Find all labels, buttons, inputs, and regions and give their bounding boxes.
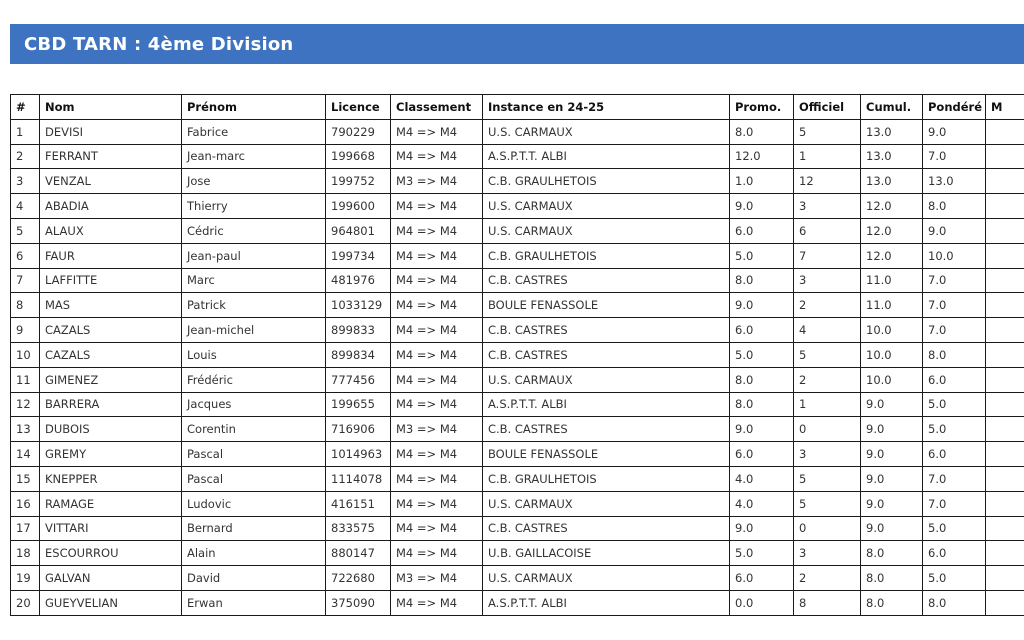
col-instance-cell: A.S.P.T.T. ALBI xyxy=(483,144,730,169)
col-instance-cell: U.B. GAILLACOISE xyxy=(483,541,730,566)
col-prenom-cell: Bernard xyxy=(182,516,326,541)
col-instance-cell: A.S.P.T.T. ALBI xyxy=(483,590,730,615)
col-m-cell xyxy=(986,541,1024,566)
col-prenom-cell: Jose xyxy=(182,169,326,194)
table-row xyxy=(11,119,1024,144)
col-pondere-cell: 6.0 xyxy=(923,367,986,392)
col-pondere-cell: 6.0 xyxy=(923,541,986,566)
col-m-cell xyxy=(986,169,1024,194)
col-prenom-cell: Patrick xyxy=(182,293,326,318)
col-classement-cell: M4 => M4 xyxy=(391,119,483,144)
col-prenom-cell: Frédéric xyxy=(182,367,326,392)
col-prenom-cell: Jean-paul xyxy=(182,243,326,268)
col-licence-cell: 199655 xyxy=(326,392,391,417)
col-officiel-cell: 1 xyxy=(794,392,861,417)
col-pondere-cell: 5.0 xyxy=(923,566,986,591)
col-cumul-cell: 11.0 xyxy=(861,293,923,318)
col-cumul-cell: 10.0 xyxy=(861,318,923,343)
col-cumul-cell: 9.0 xyxy=(861,466,923,491)
col-instance-cell: BOULE FENASSOLE xyxy=(483,442,730,467)
col-rank-cell: 5 xyxy=(11,218,40,243)
col-instance-cell: BOULE FENASSOLE xyxy=(483,293,730,318)
col-licence-cell: 899834 xyxy=(326,342,391,367)
col-pondere-cell: 7.0 xyxy=(923,466,986,491)
col-prenom-cell: Alain xyxy=(182,541,326,566)
col-pondere-cell: 8.0 xyxy=(923,342,986,367)
col-classement-cell: M4 => M4 xyxy=(391,342,483,367)
col-classement-cell: M3 => M4 xyxy=(391,169,483,194)
col-m-cell xyxy=(986,491,1024,516)
col-prenom-cell: Pascal xyxy=(182,466,326,491)
table-row xyxy=(11,218,1024,243)
col-instance-cell: A.S.P.T.T. ALBI xyxy=(483,392,730,417)
col-instance-cell: C.B. GRAULHETOIS xyxy=(483,169,730,194)
col-promo-cell: 12.0 xyxy=(730,144,794,169)
col-instance-cell: C.B. GRAULHETOIS xyxy=(483,466,730,491)
col-cumul-cell: 12.0 xyxy=(861,218,923,243)
col-nom-header: Nom xyxy=(40,95,182,120)
col-rank-cell: 20 xyxy=(11,590,40,615)
col-officiel-cell: 5 xyxy=(794,342,861,367)
table-body xyxy=(11,119,1024,615)
col-m-cell xyxy=(986,417,1024,442)
table-row xyxy=(11,293,1024,318)
col-prenom-cell: Pascal xyxy=(182,442,326,467)
col-instance-cell: U.S. CARMAUX xyxy=(483,119,730,144)
col-promo-cell: 6.0 xyxy=(730,218,794,243)
col-pondere-cell: 7.0 xyxy=(923,318,986,343)
col-licence-cell: 1114078 xyxy=(326,466,391,491)
col-cumul-cell: 10.0 xyxy=(861,342,923,367)
col-officiel-cell: 3 xyxy=(794,442,861,467)
col-pondere-cell: 7.0 xyxy=(923,144,986,169)
col-pondere-cell: 9.0 xyxy=(923,218,986,243)
col-nom-cell: ABADIA xyxy=(40,194,182,219)
col-promo-cell: 8.0 xyxy=(730,392,794,417)
col-promo-cell: 5.0 xyxy=(730,342,794,367)
col-prenom-cell: Jean-marc xyxy=(182,144,326,169)
col-cumul-cell: 11.0 xyxy=(861,268,923,293)
col-classement-cell: M4 => M4 xyxy=(391,243,483,268)
col-rank-cell: 7 xyxy=(11,268,40,293)
col-officiel-cell: 3 xyxy=(794,268,861,293)
col-promo-cell: 8.0 xyxy=(730,268,794,293)
col-classement-cell: M4 => M4 xyxy=(391,218,483,243)
col-rank-cell: 11 xyxy=(11,367,40,392)
col-officiel-cell: 4 xyxy=(794,318,861,343)
col-prenom-cell: Erwan xyxy=(182,590,326,615)
col-classement-cell: M4 => M4 xyxy=(391,318,483,343)
col-classement-cell: M4 => M4 xyxy=(391,194,483,219)
table-row xyxy=(11,417,1024,442)
col-rank-cell: 10 xyxy=(11,342,40,367)
col-classement-cell: M4 => M4 xyxy=(391,590,483,615)
col-prenom-cell: Marc xyxy=(182,268,326,293)
col-pondere-cell: 7.0 xyxy=(923,293,986,318)
col-officiel-cell: 2 xyxy=(794,367,861,392)
col-promo-cell: 5.0 xyxy=(730,541,794,566)
table-row xyxy=(11,318,1024,343)
col-rank-cell: 16 xyxy=(11,491,40,516)
col-instance-cell: C.B. CASTRES xyxy=(483,516,730,541)
col-classement-cell: M4 => M4 xyxy=(391,293,483,318)
col-promo-cell: 6.0 xyxy=(730,318,794,343)
col-promo-cell: 6.0 xyxy=(730,566,794,591)
col-classement-cell: M3 => M4 xyxy=(391,566,483,591)
table-row xyxy=(11,491,1024,516)
col-nom-cell: VITTARI xyxy=(40,516,182,541)
col-promo-cell: 0.0 xyxy=(730,590,794,615)
col-prenom-cell: Ludovic xyxy=(182,491,326,516)
col-officiel-cell: 5 xyxy=(794,491,861,516)
col-nom-cell: DEVISI xyxy=(40,119,182,144)
col-rank-cell: 1 xyxy=(11,119,40,144)
col-pondere-header: Pondéré xyxy=(923,95,986,120)
col-licence-cell: 199668 xyxy=(326,144,391,169)
col-pondere-cell: 5.0 xyxy=(923,392,986,417)
col-licence-header: Licence xyxy=(326,95,391,120)
col-rank-cell: 18 xyxy=(11,541,40,566)
col-pondere-cell: 9.0 xyxy=(923,119,986,144)
col-instance-cell: U.S. CARMAUX xyxy=(483,218,730,243)
col-m-cell xyxy=(986,119,1024,144)
col-m-cell xyxy=(986,442,1024,467)
col-m-cell xyxy=(986,342,1024,367)
col-cumul-cell: 9.0 xyxy=(861,442,923,467)
col-prenom-cell: Thierry xyxy=(182,194,326,219)
col-rank-cell: 2 xyxy=(11,144,40,169)
col-licence-cell: 777456 xyxy=(326,367,391,392)
col-nom-cell: KNEPPER xyxy=(40,466,182,491)
col-cumul-cell: 8.0 xyxy=(861,566,923,591)
table-row xyxy=(11,144,1024,169)
col-pondere-cell: 7.0 xyxy=(923,268,986,293)
col-nom-cell: LAFFITTE xyxy=(40,268,182,293)
ranking-table xyxy=(10,94,1024,616)
col-rank-cell: 17 xyxy=(11,516,40,541)
col-nom-cell: GALVAN xyxy=(40,566,182,591)
table-row xyxy=(11,566,1024,591)
col-nom-cell: GREMY xyxy=(40,442,182,467)
col-officiel-cell: 2 xyxy=(794,566,861,591)
col-promo-cell: 9.0 xyxy=(730,417,794,442)
col-licence-cell: 833575 xyxy=(326,516,391,541)
col-licence-cell: 899833 xyxy=(326,318,391,343)
col-m-cell xyxy=(986,243,1024,268)
col-pondere-cell: 8.0 xyxy=(923,194,986,219)
col-instance-cell: U.S. CARMAUX xyxy=(483,367,730,392)
col-licence-cell: 1033129 xyxy=(326,293,391,318)
col-officiel-cell: 12 xyxy=(794,169,861,194)
col-officiel-cell: 0 xyxy=(794,516,861,541)
col-rank-cell: 3 xyxy=(11,169,40,194)
col-officiel-cell: 0 xyxy=(794,417,861,442)
col-pondere-cell: 13.0 xyxy=(923,169,986,194)
col-m-cell xyxy=(986,268,1024,293)
col-instance-cell: C.B. CASTRES xyxy=(483,268,730,293)
col-promo-header: Promo. xyxy=(730,95,794,120)
col-promo-cell: 9.0 xyxy=(730,293,794,318)
col-m-cell xyxy=(986,392,1024,417)
col-cumul-cell: 9.0 xyxy=(861,516,923,541)
col-prenom-cell: Fabrice xyxy=(182,119,326,144)
table-row xyxy=(11,169,1024,194)
col-rank-header: # xyxy=(11,95,40,120)
col-promo-cell: 8.0 xyxy=(730,119,794,144)
col-cumul-cell: 13.0 xyxy=(861,169,923,194)
col-instance-cell: U.S. CARMAUX xyxy=(483,194,730,219)
col-licence-cell: 722680 xyxy=(326,566,391,591)
col-promo-cell: 9.0 xyxy=(730,194,794,219)
col-m-cell xyxy=(986,590,1024,615)
col-instance-cell: C.B. CASTRES xyxy=(483,318,730,343)
col-nom-cell: CAZALS xyxy=(40,342,182,367)
col-officiel-header: Officiel xyxy=(794,95,861,120)
col-m-cell xyxy=(986,194,1024,219)
col-promo-cell: 4.0 xyxy=(730,491,794,516)
table-row xyxy=(11,268,1024,293)
col-licence-cell: 375090 xyxy=(326,590,391,615)
col-instance-header: Instance en 24-25 xyxy=(483,95,730,120)
table-row xyxy=(11,516,1024,541)
col-officiel-cell: 3 xyxy=(794,194,861,219)
col-instance-cell: U.S. CARMAUX xyxy=(483,491,730,516)
col-prenom-cell: Corentin xyxy=(182,417,326,442)
col-officiel-cell: 7 xyxy=(794,243,861,268)
col-nom-cell: BARRERA xyxy=(40,392,182,417)
col-m-header: M xyxy=(986,95,1024,120)
col-cumul-cell: 12.0 xyxy=(861,243,923,268)
table-row xyxy=(11,243,1024,268)
col-instance-cell: U.S. CARMAUX xyxy=(483,566,730,591)
col-rank-cell: 9 xyxy=(11,318,40,343)
col-cumul-cell: 8.0 xyxy=(861,590,923,615)
col-nom-cell: ESCOURROU xyxy=(40,541,182,566)
col-m-cell xyxy=(986,466,1024,491)
col-cumul-cell: 9.0 xyxy=(861,392,923,417)
col-pondere-cell: 8.0 xyxy=(923,590,986,615)
col-classement-cell: M4 => M4 xyxy=(391,367,483,392)
col-cumul-cell: 8.0 xyxy=(861,541,923,566)
table-row xyxy=(11,442,1024,467)
col-pondere-cell: 10.0 xyxy=(923,243,986,268)
col-classement-cell: M4 => M4 xyxy=(391,466,483,491)
col-prenom-header: Prénom xyxy=(182,95,326,120)
col-classement-cell: M4 => M4 xyxy=(391,144,483,169)
col-classement-cell: M4 => M4 xyxy=(391,491,483,516)
col-m-cell xyxy=(986,566,1024,591)
col-licence-cell: 199600 xyxy=(326,194,391,219)
col-instance-cell: C.B. CASTRES xyxy=(483,342,730,367)
col-cumul-cell: 9.0 xyxy=(861,491,923,516)
col-rank-cell: 15 xyxy=(11,466,40,491)
col-promo-cell: 1.0 xyxy=(730,169,794,194)
col-rank-cell: 13 xyxy=(11,417,40,442)
col-rank-cell: 4 xyxy=(11,194,40,219)
table-row xyxy=(11,194,1024,219)
col-promo-cell: 9.0 xyxy=(730,516,794,541)
col-classement-cell: M4 => M4 xyxy=(391,516,483,541)
col-rank-cell: 19 xyxy=(11,566,40,591)
table-header-row xyxy=(11,95,1024,120)
col-licence-cell: 199734 xyxy=(326,243,391,268)
col-m-cell xyxy=(986,218,1024,243)
page-header xyxy=(10,24,1024,64)
col-nom-cell: VENZAL xyxy=(40,169,182,194)
col-promo-cell: 6.0 xyxy=(730,442,794,467)
col-cumul-cell: 13.0 xyxy=(861,119,923,144)
col-officiel-cell: 3 xyxy=(794,541,861,566)
col-officiel-cell: 2 xyxy=(794,293,861,318)
col-classement-cell: M4 => M4 xyxy=(391,392,483,417)
col-cumul-header: Cumul. xyxy=(861,95,923,120)
col-prenom-cell: Jean-michel xyxy=(182,318,326,343)
col-instance-cell: C.B. CASTRES xyxy=(483,417,730,442)
col-licence-cell: 964801 xyxy=(326,218,391,243)
table-row xyxy=(11,590,1024,615)
col-nom-cell: CAZALS xyxy=(40,318,182,343)
col-prenom-cell: Cédric xyxy=(182,218,326,243)
col-rank-cell: 14 xyxy=(11,442,40,467)
col-officiel-cell: 5 xyxy=(794,119,861,144)
col-officiel-cell: 6 xyxy=(794,218,861,243)
col-nom-cell: ALAUX xyxy=(40,218,182,243)
col-nom-cell: FERRANT xyxy=(40,144,182,169)
col-licence-cell: 481976 xyxy=(326,268,391,293)
col-classement-cell: M4 => M4 xyxy=(391,541,483,566)
col-m-cell xyxy=(986,318,1024,343)
col-cumul-cell: 9.0 xyxy=(861,417,923,442)
col-licence-cell: 716906 xyxy=(326,417,391,442)
col-pondere-cell: 5.0 xyxy=(923,417,986,442)
col-licence-cell: 199752 xyxy=(326,169,391,194)
col-m-cell xyxy=(986,516,1024,541)
col-nom-cell: FAUR xyxy=(40,243,182,268)
col-classement-cell: M3 => M4 xyxy=(391,417,483,442)
col-classement-cell: M4 => M4 xyxy=(391,442,483,467)
col-prenom-cell: Louis xyxy=(182,342,326,367)
col-pondere-cell: 6.0 xyxy=(923,442,986,467)
table-row xyxy=(11,541,1024,566)
table-row xyxy=(11,342,1024,367)
col-cumul-cell: 13.0 xyxy=(861,144,923,169)
col-m-cell xyxy=(986,367,1024,392)
col-licence-cell: 1014963 xyxy=(326,442,391,467)
col-nom-cell: RAMAGE xyxy=(40,491,182,516)
col-prenom-cell: Jacques xyxy=(182,392,326,417)
col-m-cell xyxy=(986,293,1024,318)
col-officiel-cell: 1 xyxy=(794,144,861,169)
col-officiel-cell: 5 xyxy=(794,466,861,491)
col-nom-cell: DUBOIS xyxy=(40,417,182,442)
col-promo-cell: 8.0 xyxy=(730,367,794,392)
col-m-cell xyxy=(986,144,1024,169)
col-officiel-cell: 8 xyxy=(794,590,861,615)
col-nom-cell: GUEYVELIAN xyxy=(40,590,182,615)
col-promo-cell: 5.0 xyxy=(730,243,794,268)
col-licence-cell: 416151 xyxy=(326,491,391,516)
col-rank-cell: 8 xyxy=(11,293,40,318)
col-nom-cell: GIMENEZ xyxy=(40,367,182,392)
table-row xyxy=(11,392,1024,417)
col-pondere-cell: 7.0 xyxy=(923,491,986,516)
col-classement-cell: M4 => M4 xyxy=(391,268,483,293)
table-row xyxy=(11,367,1024,392)
col-pondere-cell: 5.0 xyxy=(923,516,986,541)
col-nom-cell: MAS xyxy=(40,293,182,318)
col-rank-cell: 6 xyxy=(11,243,40,268)
col-rank-cell: 12 xyxy=(11,392,40,417)
col-prenom-cell: David xyxy=(182,566,326,591)
page-title: CBD TARN : 4ème Division xyxy=(24,33,294,55)
col-cumul-cell: 12.0 xyxy=(861,194,923,219)
col-cumul-cell: 10.0 xyxy=(861,367,923,392)
col-instance-cell: C.B. GRAULHETOIS xyxy=(483,243,730,268)
col-promo-cell: 4.0 xyxy=(730,466,794,491)
col-licence-cell: 790229 xyxy=(326,119,391,144)
col-licence-cell: 880147 xyxy=(326,541,391,566)
table-row xyxy=(11,466,1024,491)
col-classement-header: Classement xyxy=(391,95,483,120)
